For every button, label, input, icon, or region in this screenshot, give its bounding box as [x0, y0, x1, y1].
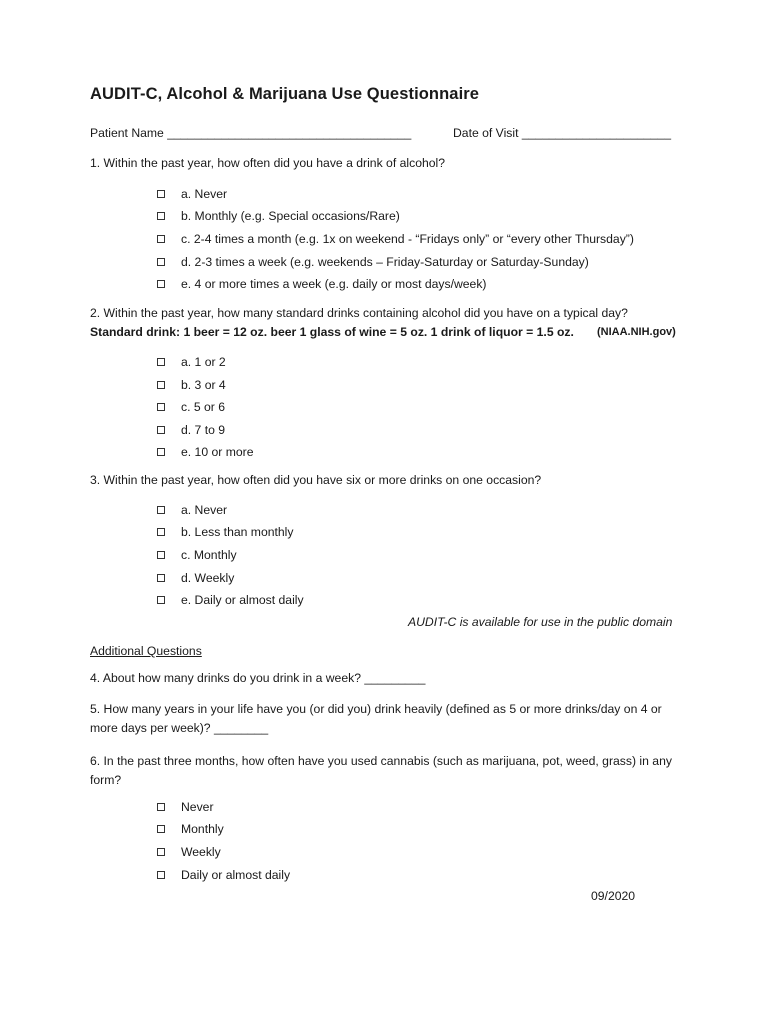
option-label: a. Never: [181, 503, 228, 517]
public-domain-note: AUDIT-C is available for use in the public domain: [408, 615, 673, 629]
checkbox-icon[interactable]: [157, 212, 165, 220]
checkbox-icon[interactable]: [157, 848, 165, 856]
option-label: b. 3 or 4: [181, 378, 226, 392]
checkbox-icon[interactable]: [157, 280, 165, 288]
checkbox-icon[interactable]: [157, 381, 165, 389]
niaa-source: (NIAA.NIH.gov): [597, 326, 676, 338]
option-label: e. 4 or more times a week (e.g. daily or most days/week): [181, 277, 487, 291]
question-6-text: 6. In the past three months, how often have you used cannabis (such as marijuana, pot, weed, grass) in any form?: [90, 754, 672, 787]
checkbox-icon[interactable]: [157, 871, 165, 879]
checkbox-icon[interactable]: [157, 258, 165, 266]
question-5-text[interactable]: 5. How many years in your life have you (or did you) drink heavily (defined as 5 or more drinks/day on 4 or more days per week)? ________: [90, 702, 662, 735]
question-4-text[interactable]: 4. About how many drinks do you drink in a week? _________: [90, 671, 426, 685]
checkbox-icon[interactable]: [157, 358, 165, 366]
option-label: b. Less than monthly: [181, 525, 294, 539]
option-label: e. 10 or more: [181, 445, 254, 459]
question-1-text: 1. Within the past year, how often did you have a drink of alcohol?: [90, 156, 446, 170]
question-3-text: 3. Within the past year, how often did you have six or more drinks on one occasion?: [90, 473, 542, 487]
date-of-visit-field[interactable]: Date of Visit ______________________: [453, 126, 671, 140]
additional-questions-heading: Additional Questions: [90, 644, 202, 658]
standard-drink-definition: Standard drink: 1 beer = 12 oz. beer 1 glass of wine = 5 oz. 1 drink of liquor = 1.5 oz.: [90, 325, 574, 339]
question-2-text: 2. Within the past year, how many standard drinks containing alcohol did you have on a typical day?: [90, 306, 628, 320]
checkbox-icon[interactable]: [157, 825, 165, 833]
option-label: a. Never: [181, 187, 228, 201]
footer-date: 09/2020: [591, 889, 636, 903]
option-label: Never: [181, 800, 214, 814]
checkbox-icon[interactable]: [157, 403, 165, 411]
option-label: c. 5 or 6: [181, 400, 226, 414]
option-label: Weekly: [181, 845, 221, 859]
option-label: c. Monthly: [181, 548, 237, 562]
checkbox-icon[interactable]: [157, 803, 165, 811]
option-label: b. Monthly (e.g. Special occasions/Rare): [181, 209, 400, 223]
patient-name-field[interactable]: Patient Name ____________________________________: [90, 126, 412, 140]
option-label: d. Weekly: [181, 571, 235, 585]
option-label: Daily or almost daily: [181, 868, 291, 882]
checkbox-icon[interactable]: [157, 596, 165, 604]
checkbox-icon[interactable]: [157, 574, 165, 582]
option-label: a. 1 or 2: [181, 355, 226, 369]
checkbox-icon[interactable]: [157, 426, 165, 434]
checkbox-icon[interactable]: [157, 190, 165, 198]
option-label: d. 7 to 9: [181, 423, 226, 437]
page-title: AUDIT-C, Alcohol & Marijuana Use Questionnaire: [90, 85, 480, 103]
checkbox-icon[interactable]: [157, 448, 165, 456]
checkbox-icon[interactable]: [157, 551, 165, 559]
checkbox-icon[interactable]: [157, 528, 165, 536]
option-label: Monthly: [181, 822, 224, 836]
checkbox-icon[interactable]: [157, 506, 165, 514]
checkbox-icon[interactable]: [157, 235, 165, 243]
option-label: d. 2-3 times a week (e.g. weekends – Friday-Saturday or Saturday-Sunday): [181, 255, 589, 269]
option-label: e. Daily or almost daily: [181, 593, 304, 607]
option-label: c. 2-4 times a month (e.g. 1x on weekend - “Fridays only” or “every other Thursday”): [181, 232, 634, 246]
